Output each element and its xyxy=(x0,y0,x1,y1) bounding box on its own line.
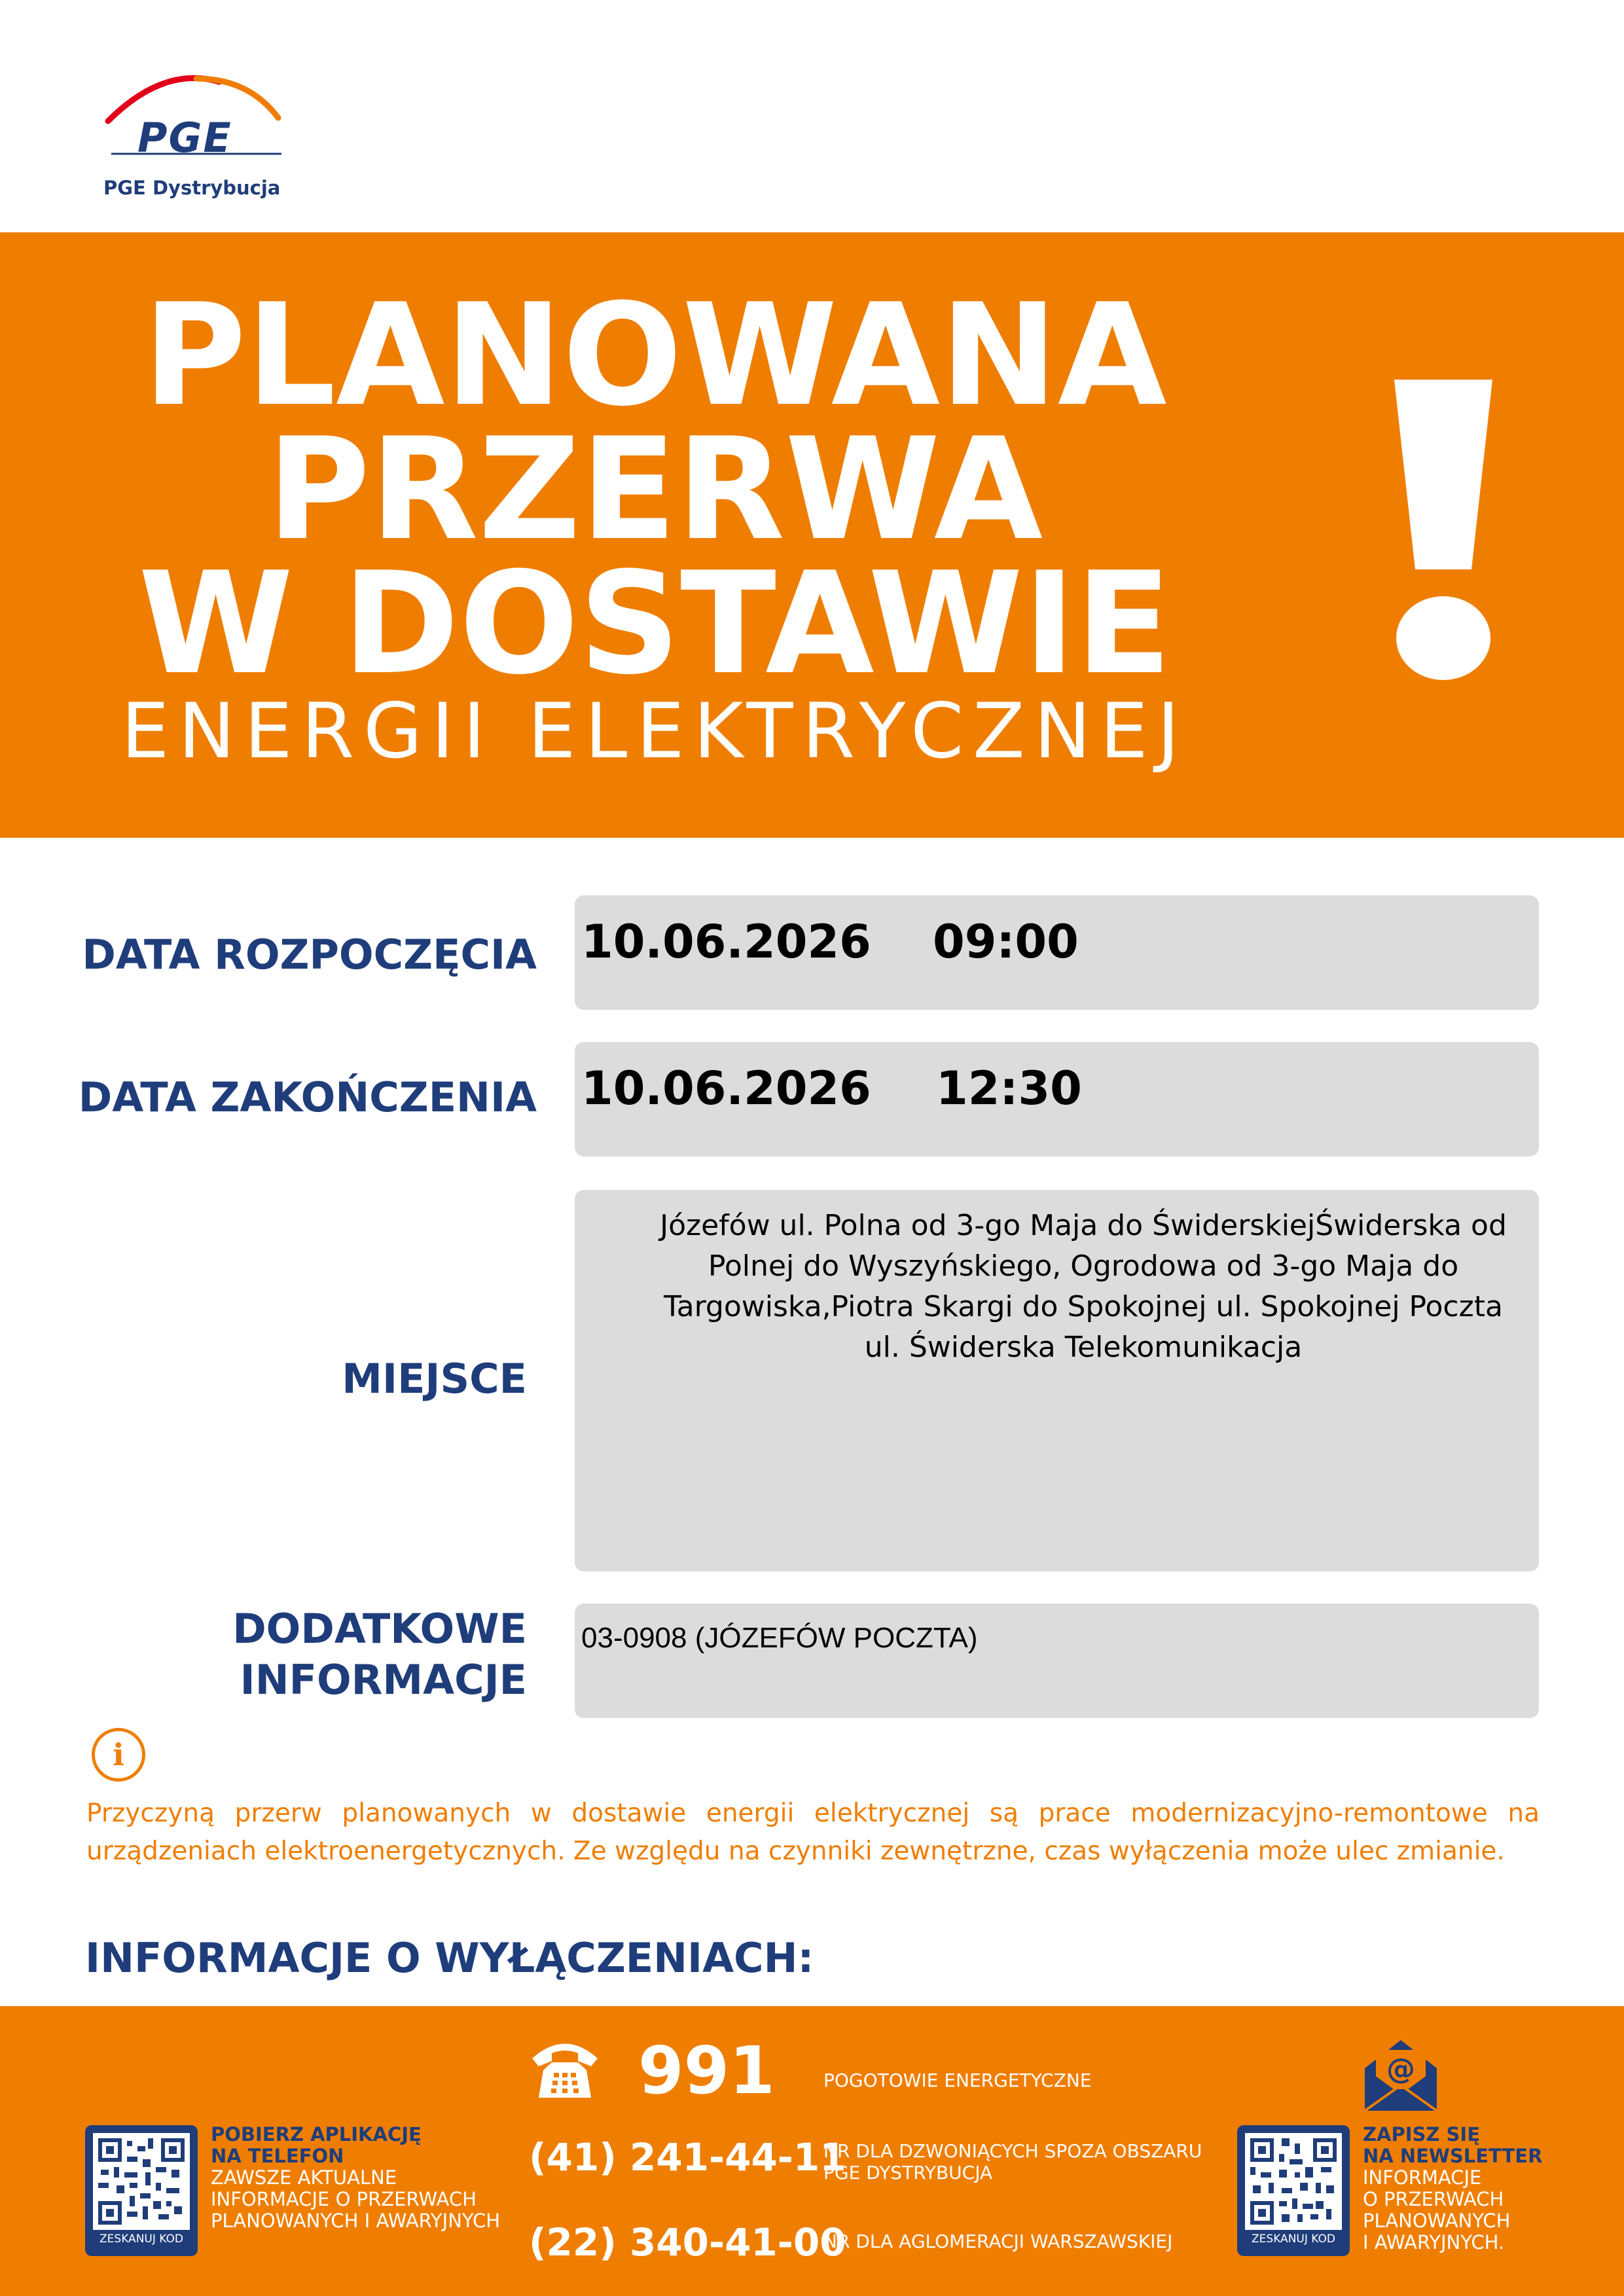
newsletter-desc-3: PLANOWANYCH xyxy=(1363,2210,1511,2232)
emergency-desc: POGOTOWIE ENERGETYCZNE xyxy=(823,2070,1092,2091)
phone-number-1-desc-line-1: NR DLA DZWONIĄCYCH SPOZA OBSZARU xyxy=(823,2140,1202,2162)
qr-code-icon xyxy=(93,2133,190,2230)
start-date-value: 10.06.2026 xyxy=(581,915,871,969)
title-line-3: W DOSTAWIE xyxy=(138,541,1172,706)
title-line-2: PRZERWA xyxy=(266,407,1043,571)
info-note-line-1: Przyczyną przerw planowanych w dostawie energii elektrycznej są prace modernizacyjno-remontowe na xyxy=(86,1799,1540,1828)
app-qr-code[interactable] xyxy=(85,2125,198,2256)
place-value xyxy=(628,1206,1538,1368)
phone-number-1[interactable]: (41) 241-44-11 xyxy=(529,2135,846,2179)
place-line-2: Polnej do Wyszyńskiego, Ogrodowa od 3-go Maja do xyxy=(708,1249,1459,1283)
start-time-value: 09:00 xyxy=(933,915,1079,969)
app-desc-1: ZAWSZE AKTUALNE xyxy=(211,2166,397,2189)
pge-logo xyxy=(98,72,288,209)
app-desc-2: INFORMACJE O PRZERWACH xyxy=(211,2188,477,2210)
newsletter-desc-4: I AWARYJNYCH. xyxy=(1363,2231,1505,2253)
extra-info-label-line-2: INFORMACJE xyxy=(240,1656,527,1704)
end-date-label: DATA ZAKOŃCZENIA xyxy=(78,1073,537,1121)
newsletter-desc-2: O PRZERWACH xyxy=(1363,2188,1504,2210)
qr-pattern xyxy=(1245,2133,1342,2230)
qr-caption: ZESKANUJ KOD xyxy=(1252,2233,1335,2246)
phone-number-2[interactable]: (22) 340-41-00 xyxy=(529,2220,846,2265)
extra-info-label xyxy=(65,1604,527,1706)
end-time-value: 12:30 xyxy=(936,1062,1082,1115)
app-desc-3: PLANOWANYCH I AWARYJNYCH xyxy=(211,2210,501,2232)
newsletter-text xyxy=(1363,2124,1542,2253)
newsletter-title-2: NA NEWSLETTER xyxy=(1363,2145,1543,2167)
info-note xyxy=(86,1795,1540,1871)
newsletter-desc-1: INFORMACJE xyxy=(1363,2166,1482,2189)
newsletter-title-1: ZAPISZ SIĘ xyxy=(1363,2123,1481,2145)
app-title-2: NA TELEFON xyxy=(211,2145,344,2167)
phone-number-2-desc: NR DLA AGLOMERACJI WARSZAWSKIEJ xyxy=(823,2231,1173,2252)
title-line-1: PLANOWANA xyxy=(143,273,1167,437)
logo-subtitle: PGE Dystrybucja xyxy=(103,177,281,199)
newsletter-qr-code[interactable] xyxy=(1237,2125,1350,2256)
extra-info-value: 03-0908 (JÓZEFÓW POCZTA) xyxy=(581,1622,978,1654)
phone-number-1-desc xyxy=(823,2140,1202,2183)
qr-pattern xyxy=(93,2133,190,2230)
qr-code-icon xyxy=(1245,2133,1342,2230)
app-download-text xyxy=(211,2124,500,2232)
place-label: MIEJSCE xyxy=(342,1355,527,1403)
place-line-4: ul. Świderska Telekomunikacja xyxy=(864,1331,1303,1364)
info-note-line-2: urządzeniach elektroenergetycznych. Ze względu na czynniki zewnętrzne, czas wyłączenia może ulec zmianie. xyxy=(86,1837,1505,1866)
qr-caption: ZESKANUJ KOD xyxy=(99,2233,183,2246)
exclamation-icon xyxy=(1394,380,1492,681)
start-date-label: DATA ROZPOCZĘCIA xyxy=(82,931,537,978)
logo-brand: PGE xyxy=(137,114,232,162)
extra-info-box xyxy=(575,1604,1539,1718)
app-title-1: POBIERZ APLIKACJĘ xyxy=(211,2123,422,2145)
place-line-1: Józefów ul. Polna od 3-go Maja do ŚwiderskiejŚwiderska od xyxy=(660,1209,1507,1242)
end-date-value: 10.06.2026 xyxy=(581,1062,871,1115)
phone-icon xyxy=(529,2032,601,2104)
extra-info-label-line-1: DODATKOWE xyxy=(232,1605,527,1653)
info-icon: i xyxy=(92,1728,145,1782)
mail-icon xyxy=(1362,2037,1440,2114)
svg-text:@: @ xyxy=(1386,2053,1415,2086)
phone-number-1-desc-line-2: PGE DYSTRYBUCJA xyxy=(823,2162,993,2183)
title-line-4: ENERGII ELEKTRYCZNEJ xyxy=(121,687,1189,776)
info-heading: INFORMACJE O WYŁĄCZENIACH: xyxy=(85,1934,814,1982)
place-line-3: Targowiska,Piotra Skargi do Spokojnej ul. Spokojnej Poczta xyxy=(664,1290,1503,1323)
emergency-number[interactable]: 991 xyxy=(638,2032,775,2109)
